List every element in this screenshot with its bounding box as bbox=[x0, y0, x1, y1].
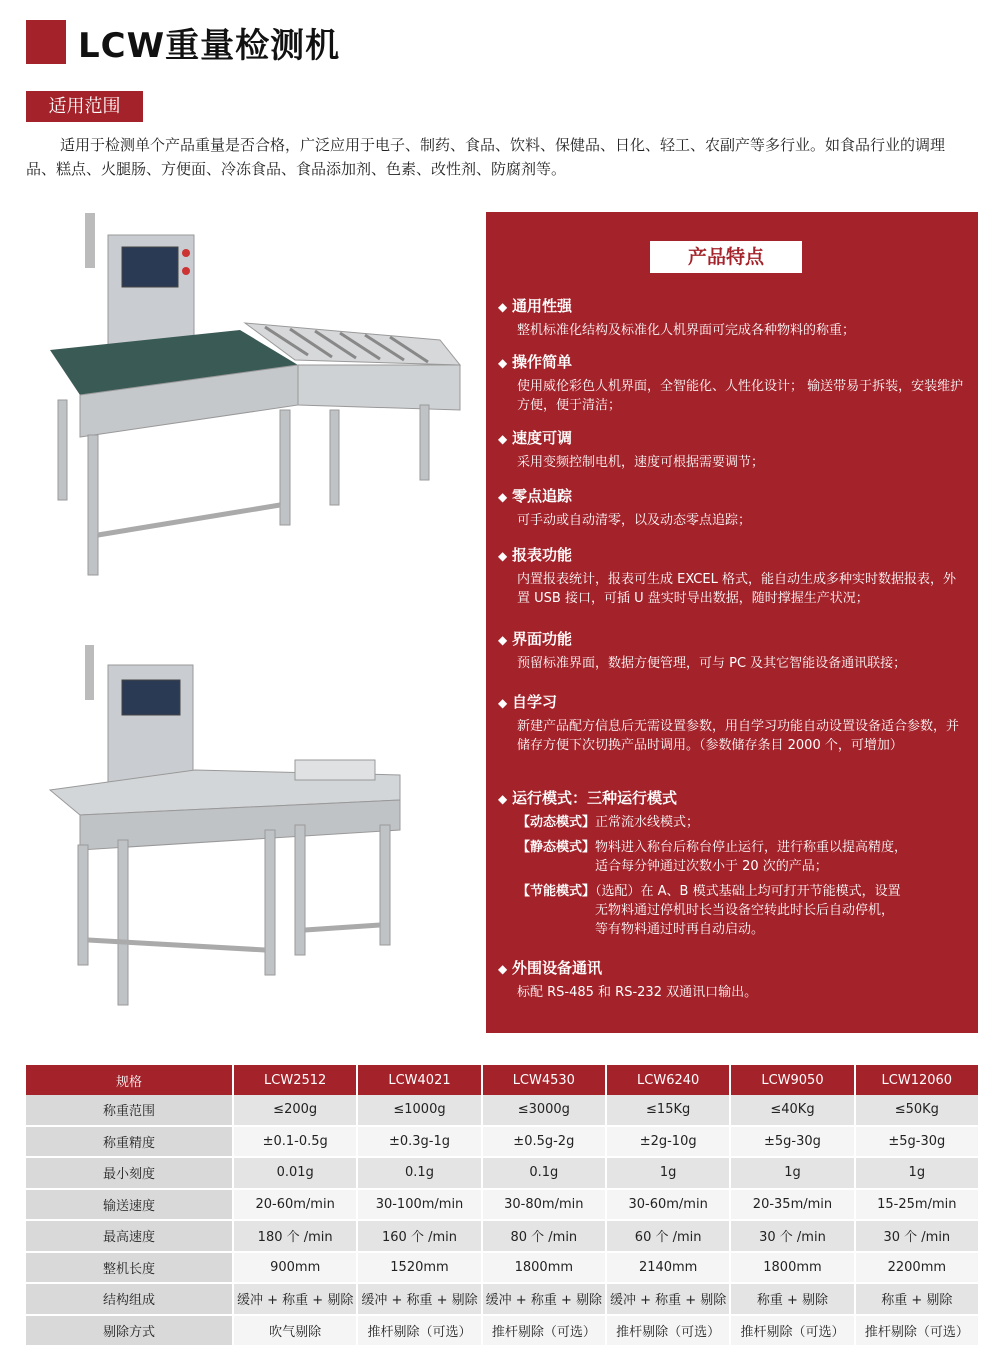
mode-text: （选配）在 A、B 模式基础上均可打开节能模式，设置 bbox=[595, 884, 901, 899]
table-cell: 80 个 /min bbox=[482, 1220, 606, 1252]
table-cell: 推杆剔除（可选） bbox=[482, 1315, 606, 1347]
row-header-cell: 最高速度 bbox=[26, 1220, 233, 1252]
table-cell: ±0.5g-2g bbox=[482, 1126, 606, 1158]
mode-eco bbox=[498, 882, 968, 939]
feature-item bbox=[498, 628, 968, 673]
diamond-icon: ◆ bbox=[498, 549, 508, 563]
table-cell: 缓冲 + 称重 + 剔除 bbox=[357, 1283, 481, 1315]
diamond-icon: ◆ bbox=[498, 962, 508, 976]
table-cell: 称重 + 剔除 bbox=[855, 1283, 979, 1315]
table-cell: 30 个 /min bbox=[730, 1220, 854, 1252]
table-cell: 0.1g bbox=[482, 1157, 606, 1189]
table-cell: 2140mm bbox=[606, 1252, 730, 1284]
table-header-cell: LCW9050 bbox=[730, 1065, 854, 1095]
table-cell: ≤3000g bbox=[482, 1095, 606, 1126]
table-cell: 0.1g bbox=[357, 1157, 481, 1189]
feature-desc: 标配 RS-485 和 RS-232 双通讯口输出。 bbox=[517, 985, 758, 1000]
feature-item bbox=[498, 295, 968, 340]
features-panel bbox=[486, 212, 978, 1033]
feature-heading: 界面功能 bbox=[512, 630, 573, 648]
table-cell: 称重 + 剔除 bbox=[730, 1283, 854, 1315]
table-cell: 缓冲 + 称重 + 剔除 bbox=[233, 1283, 357, 1315]
table-cell: ≤15Kg bbox=[606, 1095, 730, 1126]
table-cell: ±5g-30g bbox=[855, 1126, 979, 1158]
table-cell: 30-60m/min bbox=[606, 1189, 730, 1221]
table-cell: 缓冲 + 称重 + 剔除 bbox=[482, 1283, 606, 1315]
diamond-icon: ◆ bbox=[498, 490, 508, 504]
feature-heading: 速度可调 bbox=[512, 429, 573, 447]
mode-text: 正常流水线模式； bbox=[595, 815, 700, 830]
scope-label: 适用范围 bbox=[26, 91, 143, 122]
table-row bbox=[26, 1126, 979, 1158]
checkweigher-image-2 bbox=[40, 640, 470, 1025]
table-cell: 0.01g bbox=[233, 1157, 357, 1189]
feature-desc: 整机标准化结构及标准化人机界面可完成各种物料的称重； bbox=[517, 323, 856, 338]
table-row bbox=[26, 1315, 979, 1347]
table-cell: 1800mm bbox=[730, 1252, 854, 1284]
feature-heading: 通用性强 bbox=[512, 297, 573, 315]
row-header-cell: 最小刻度 bbox=[26, 1157, 233, 1189]
table-cell: ≤200g bbox=[233, 1095, 357, 1126]
table-cell: 1800mm bbox=[482, 1252, 606, 1284]
table-cell: 60 个 /min bbox=[606, 1220, 730, 1252]
table-cell: ±5g-30g bbox=[730, 1126, 854, 1158]
mode-text: 等有物料通过时再自动启动。 bbox=[595, 922, 765, 937]
table-cell: 推杆剔除（可选） bbox=[855, 1315, 979, 1347]
table-cell: 1520mm bbox=[357, 1252, 481, 1284]
diamond-icon: ◆ bbox=[498, 300, 508, 314]
diamond-icon: ◆ bbox=[498, 432, 508, 446]
table-row bbox=[26, 1220, 979, 1252]
table-cell: ≤50Kg bbox=[855, 1095, 979, 1126]
checkweigher-image-1 bbox=[40, 205, 470, 590]
row-header-cell: 称重范围 bbox=[26, 1095, 233, 1126]
table-cell: 吹气剔除 bbox=[233, 1315, 357, 1347]
mode-dynamic bbox=[498, 813, 968, 832]
diamond-icon: ◆ bbox=[498, 696, 508, 710]
mode-text: 物料进入称台后称台停止运行，进行称重以提高精度， bbox=[595, 840, 908, 855]
table-cell: 推杆剔除（可选） bbox=[730, 1315, 854, 1347]
table-cell: 900mm bbox=[233, 1252, 357, 1284]
table-cell: 1g bbox=[606, 1157, 730, 1189]
table-header-cell: LCW4530 bbox=[482, 1065, 606, 1095]
table-cell: 15-25m/min bbox=[855, 1189, 979, 1221]
table-cell: 20-35m/min bbox=[730, 1189, 854, 1221]
feature-heading: 自学习 bbox=[512, 693, 558, 711]
mode-key: 【动态模式】 bbox=[517, 815, 596, 830]
table-row bbox=[26, 1283, 979, 1315]
comm-section bbox=[498, 957, 968, 1002]
row-header-cell: 输送速度 bbox=[26, 1189, 233, 1221]
title-accent-block bbox=[26, 20, 66, 64]
diamond-icon: ◆ bbox=[498, 356, 508, 370]
table-row bbox=[26, 1189, 979, 1221]
feature-desc: 可手动或自动清零，以及动态零点追踪； bbox=[517, 513, 752, 528]
table-header-cell: 规格 bbox=[26, 1065, 233, 1095]
table-row bbox=[26, 1095, 979, 1126]
page-title: LCW重量检测机 bbox=[78, 26, 341, 66]
table-cell: 推杆剔除（可选） bbox=[606, 1315, 730, 1347]
table-cell: 1g bbox=[855, 1157, 979, 1189]
features-title: 产品特点 bbox=[650, 241, 802, 273]
feature-item bbox=[498, 485, 968, 530]
feature-heading: 运行模式：三种运行模式 bbox=[512, 789, 678, 807]
mode-text: 无物料通过停机时长当设备空转此时长后自动停机， bbox=[595, 903, 895, 918]
table-cell: 20-60m/min bbox=[233, 1189, 357, 1221]
feature-desc: 预留标准界面，数据方便管理，可与 PC 及其它智能设备通讯联接； bbox=[517, 656, 907, 671]
spec-table bbox=[26, 1065, 980, 1347]
table-cell: 缓冲 + 称重 + 剔除 bbox=[606, 1283, 730, 1315]
table-row bbox=[26, 1157, 979, 1189]
diamond-icon: ◆ bbox=[498, 792, 508, 806]
table-cell: 180 个 /min bbox=[233, 1220, 357, 1252]
table-cell: 推杆剔除（可选） bbox=[357, 1315, 481, 1347]
feature-desc: 内置报表统计，报表可生成 EXCEL 格式，能自动生成多种实时数据报表，外置 USB 接口，可插 U 盘实时导出数据，随时撑握生产状况； bbox=[517, 572, 956, 606]
mode-static bbox=[498, 838, 968, 876]
table-cell: ±0.3g-1g bbox=[357, 1126, 481, 1158]
row-header-cell: 整机长度 bbox=[26, 1252, 233, 1284]
table-header-cell: LCW12060 bbox=[855, 1065, 979, 1095]
feature-desc: 采用变频控制电机，速度可根据需要调节； bbox=[517, 455, 765, 470]
table-cell: ≤40Kg bbox=[730, 1095, 854, 1126]
row-header-cell: 剔除方式 bbox=[26, 1315, 233, 1347]
diamond-icon: ◆ bbox=[498, 633, 508, 647]
mode-text: 适合每分钟通过次数小于 20 次的产品； bbox=[595, 859, 828, 874]
mode-key: 【节能模式】 bbox=[517, 884, 596, 899]
mode-key: 【静态模式】 bbox=[517, 840, 596, 855]
feature-desc: 新建产品配方信息后无需设置参数，用自学习功能自动设置设备适合参数，并储存方便下次切换产品时调用。（参数储存条目 2000 个，可增加） bbox=[517, 719, 960, 753]
table-cell: ±0.1-0.5g bbox=[233, 1126, 357, 1158]
feature-desc: 使用威伦彩色人机界面，全智能化、人性化设计； 输送带易于拆装，安装维护方便，便于清洁； bbox=[517, 379, 964, 413]
feature-heading: 零点追踪 bbox=[512, 487, 573, 505]
feature-item bbox=[498, 691, 968, 755]
table-cell: 2200mm bbox=[855, 1252, 979, 1284]
intro-text: 适用于检测单个产品重量是否合格，广泛应用于电子、制药、食品、饮料、保健品、日化、轻工、农副产等多行业。如食品行业的调理品、糕点、火腿肠、方便面、冷冻食品、食品添加剂、色素、改性剂、防腐剂等。 bbox=[26, 136, 946, 178]
table-header-cell: LCW2512 bbox=[233, 1065, 357, 1095]
table-cell: 160 个 /min bbox=[357, 1220, 481, 1252]
table-cell: 30-80m/min bbox=[482, 1189, 606, 1221]
table-cell: ≤1000g bbox=[357, 1095, 481, 1126]
table-header-cell: LCW4021 bbox=[357, 1065, 481, 1095]
row-header-cell: 结构组成 bbox=[26, 1283, 233, 1315]
table-header-row bbox=[26, 1065, 979, 1095]
feature-item bbox=[498, 427, 968, 472]
table-cell: ±2g-10g bbox=[606, 1126, 730, 1158]
feature-item bbox=[498, 351, 968, 415]
feature-item bbox=[498, 544, 968, 608]
feature-heading: 报表功能 bbox=[512, 546, 573, 564]
table-cell: 30-100m/min bbox=[357, 1189, 481, 1221]
feature-heading: 外围设备通讯 bbox=[512, 959, 603, 977]
table-header-cell: LCW6240 bbox=[606, 1065, 730, 1095]
table-row bbox=[26, 1252, 979, 1284]
run-mode-section bbox=[498, 787, 968, 939]
feature-heading: 操作简单 bbox=[512, 353, 573, 371]
row-header-cell: 称重精度 bbox=[26, 1126, 233, 1158]
table-cell: 1g bbox=[730, 1157, 854, 1189]
table-cell: 30 个 /min bbox=[855, 1220, 979, 1252]
